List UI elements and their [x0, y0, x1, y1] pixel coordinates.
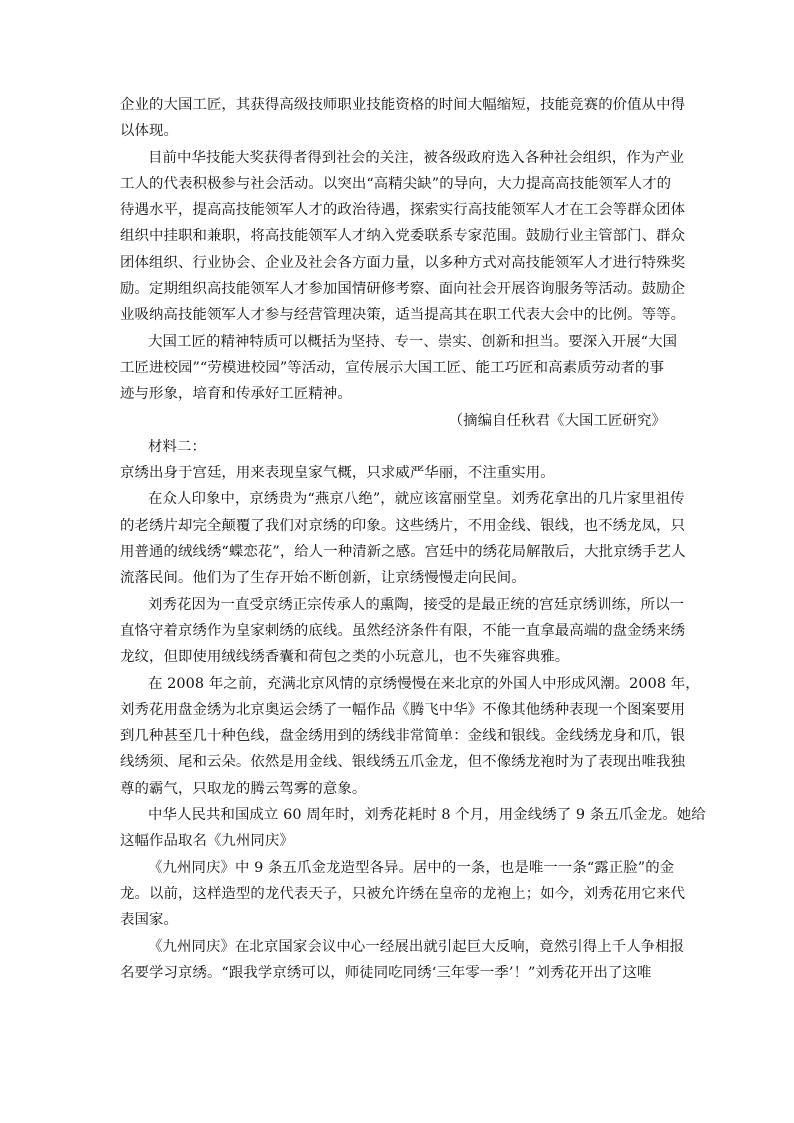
text-line: 尊的霸气，只取龙的腾云驾雾的意象。 — [120, 780, 367, 797]
text-line: 业吸纳高技能领军人才参与经营管理决策，适当提高其在职工代表大会中的比例。等等。 — [120, 307, 686, 324]
text-line: 励。定期组织高技能领军人才参加国情研修考察、面向社会开展咨询服务等活动。鼓励企 — [120, 281, 686, 298]
paragraph-start: 中华人民共和国成立 60 周年时，刘秀花耗时 8 个月，用金线绣了 9 条五爪金龙。她给 — [148, 807, 706, 824]
text-line: 团体组织、行业协会、企业及社会各方面力量，以多种方式对高技能领军人才进行特殊奖 — [120, 254, 686, 271]
paragraph-start: 目前中华技能大奖获得者得到社会的关注，被各级政府选入各种社会组织，作为产业 — [148, 149, 685, 166]
text-line: 龙纹，但即使用绒线绣香囊和荷包之类的小玩意儿，也不失雍容典雅。 — [120, 649, 570, 666]
text-line: 流落民间。他们为了生存开始不断创新，让京绣慢慢走向民间。 — [120, 570, 526, 587]
text-line: 直恪守着京绣作为皇家刺绣的底线。虽然经济条件有限，不能一直拿最高端的盘金绣来绣 — [120, 622, 686, 639]
text-line: 刘秀花用盘金绣为北京奥运会绣了一幅作品《腾飞中华》不像其他绣种表现一个图案要用 — [120, 701, 686, 718]
text-line: 线绣须、尾和云朵。依然是用金线、银线绣五爪金龙，但不像绣龙袍时为了表现出唯我独 — [120, 754, 686, 771]
text-line: 迹与形象，培育和传承好工匠精神。 — [120, 386, 352, 403]
document-body — [120, 92, 706, 986]
text-line: 工人的代表积极参与社会活动。以突出“高精尖缺”的导向，大力提高高技能领军人才的 — [120, 175, 672, 192]
text-line: 这幅作品取名《九州同庆》 — [120, 833, 294, 850]
text-line: 用普通的绒线绣“蝶恋花”，给人一种清新之感。宫廷中的绣花局解散后，大批京绣手艺人 — [120, 544, 686, 561]
text-line: 表国家。 — [120, 912, 178, 929]
text-line: 企业的大国工匠，其获得高级技师职业技能资格的时间大幅缩短，技能竞赛的价值从中得 — [120, 97, 686, 113]
paragraph-start: 大国工匠的精神特质可以概括为坚持、专一、崇实、创新和担当。要深入开展“大国 — [148, 333, 678, 350]
paragraph-start: 在众人印象中，京绣贵为“燕京八绝”，就应该富丽堂皇。刘秀花拿出的几片家里祖传 — [148, 491, 685, 508]
source-citation: （摘编自任秋君《大国工匠研究》 — [448, 412, 666, 429]
text-line: 到几种甚至几十种色线，盘金绣用到的绣线非常简单：金线和银线。金线绣龙身和爪，银 — [120, 728, 686, 745]
paragraph-start: 《九州同庆》在北京国家会议中心一经展出就引起巨大反响，竟然引得上千人争相报 — [148, 938, 685, 955]
text-line: 以体现。 — [120, 123, 178, 140]
text-line: 组织中挂职和兼职，将高技能领军人才纳入党委联系专家范围。鼓励行业主管部门、群众 — [120, 228, 686, 245]
section-heading: 材料二： — [148, 438, 206, 455]
text-line: 名要学习京绣。“跟我学京绣可以，师徒同吃同绣‘三年零一季’！”刘秀花开出了这唯 — [120, 964, 652, 981]
text-line: 京绣出身于宫廷，用来表现皇家气概，只求威严华丽，不注重实用。 — [120, 465, 555, 482]
text-line: 工匠进校园”“劳模进校园”等活动，宣传展示大国工匠、能工巧匠和高素质劳动者的事 — [120, 359, 665, 376]
paragraph-start: 刘秀花因为一直受京绣正宗传承人的熏陶，接受的是最正统的宫廷京绣训练，所以一 — [148, 596, 685, 613]
paragraph-start: 《九州同庆》中 9 条五爪金龙造型各异。居中的一条，也是唯一一条“露正脸”的金 — [148, 859, 675, 876]
paragraph-start: 在 2008 年之前，充满北京风情的京绣慢慢在来北京的外国人中形成风潮。2008 年， — [148, 675, 700, 692]
text-line: 待遇水平，提高高技能领军人才的政治待遇，探索实行高技能领军人才在工会等群众团体 — [120, 202, 686, 219]
text-line: 的老绣片却完全颠覆了我们对京绣的印象。这些绣片，不用金线、银线，也不绣龙凤，只 — [120, 517, 686, 534]
text-line: 龙。以前，这样造型的龙代表天子，只被允许绣在皇帝的龙袍上；如今，刘秀花用它来代 — [120, 885, 686, 902]
